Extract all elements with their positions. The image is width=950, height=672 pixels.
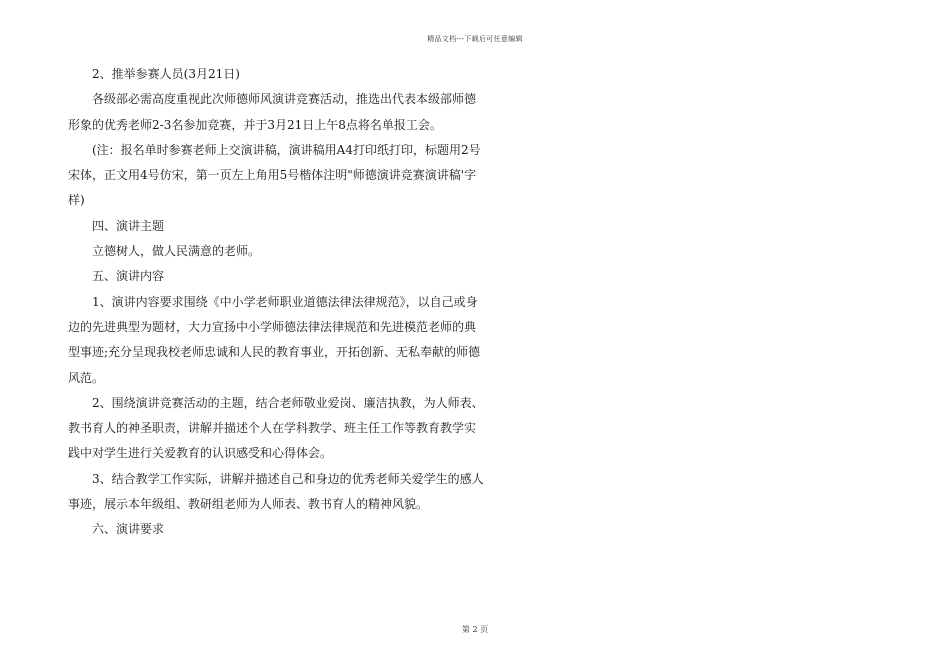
text-line: 事迹，展示本年级组、教研组老师为人师表、教书育人的精神风貌。 xyxy=(68,497,429,512)
text-line: 3、结合教学工作实际，讲解并描述自己和身边的优秀老师关爱学生的感人 xyxy=(92,471,484,486)
text-line: (注：报名单时参赛老师上交演讲稿，演讲稿用A4打印纸打印，标题用2号 xyxy=(92,142,481,157)
section-heading: 五、演讲内容 xyxy=(92,269,165,284)
text-line: 型事迹;充分呈现我校老师忠诚和人民的教育事业，开拓创新、无私奉献的师德 xyxy=(68,345,481,360)
text-line: 边的先进典型为题材，大力宣扬中小学师德法律法律规范和先进模范老师的典 xyxy=(68,319,477,334)
text-line: 践中对学生进行关爱教育的认识感受和心得体会。 xyxy=(68,446,333,461)
text-line: 2、推举参赛人员(3月21日) xyxy=(92,67,240,81)
text-line: 2、围绕演讲竞赛活动的主题，结合老师敬业爱岗、廉洁执教，为人师表、 xyxy=(92,395,484,410)
text-line: 立德树人，做人民满意的老师。 xyxy=(92,244,261,259)
text-line: 1、演讲内容要求围绕《中小学老师职业道德法律法律规范》，以自己或身 xyxy=(92,294,478,309)
text-line: 各级部必需高度重视此次师德师风演讲竞赛活动，推选出代表本级部师德 xyxy=(92,92,477,107)
page-header: 精品文档---下载后可任意编辑 xyxy=(427,35,523,43)
section-heading: 四、演讲主题 xyxy=(92,218,165,233)
text-line: 样) xyxy=(68,193,85,208)
section-heading: 六、演讲要求 xyxy=(92,522,165,537)
text-line: 教书育人的神圣职责，讲解并描述个人在学科教学、班主任工作等教育教学实 xyxy=(68,421,477,436)
text-line: 风范。 xyxy=(68,370,105,385)
text-line: 形象的优秀老师2-3名参加竞赛，并于3月21日上午8点将名单报工会。 xyxy=(68,117,442,132)
document-body xyxy=(68,62,484,543)
text-line: 宋体，正文用4号仿宋，第一页左上角用5号楷体注明"师德演讲竞赛演讲稿'字 xyxy=(68,168,477,183)
page-number: 第 2 页 xyxy=(461,625,489,634)
